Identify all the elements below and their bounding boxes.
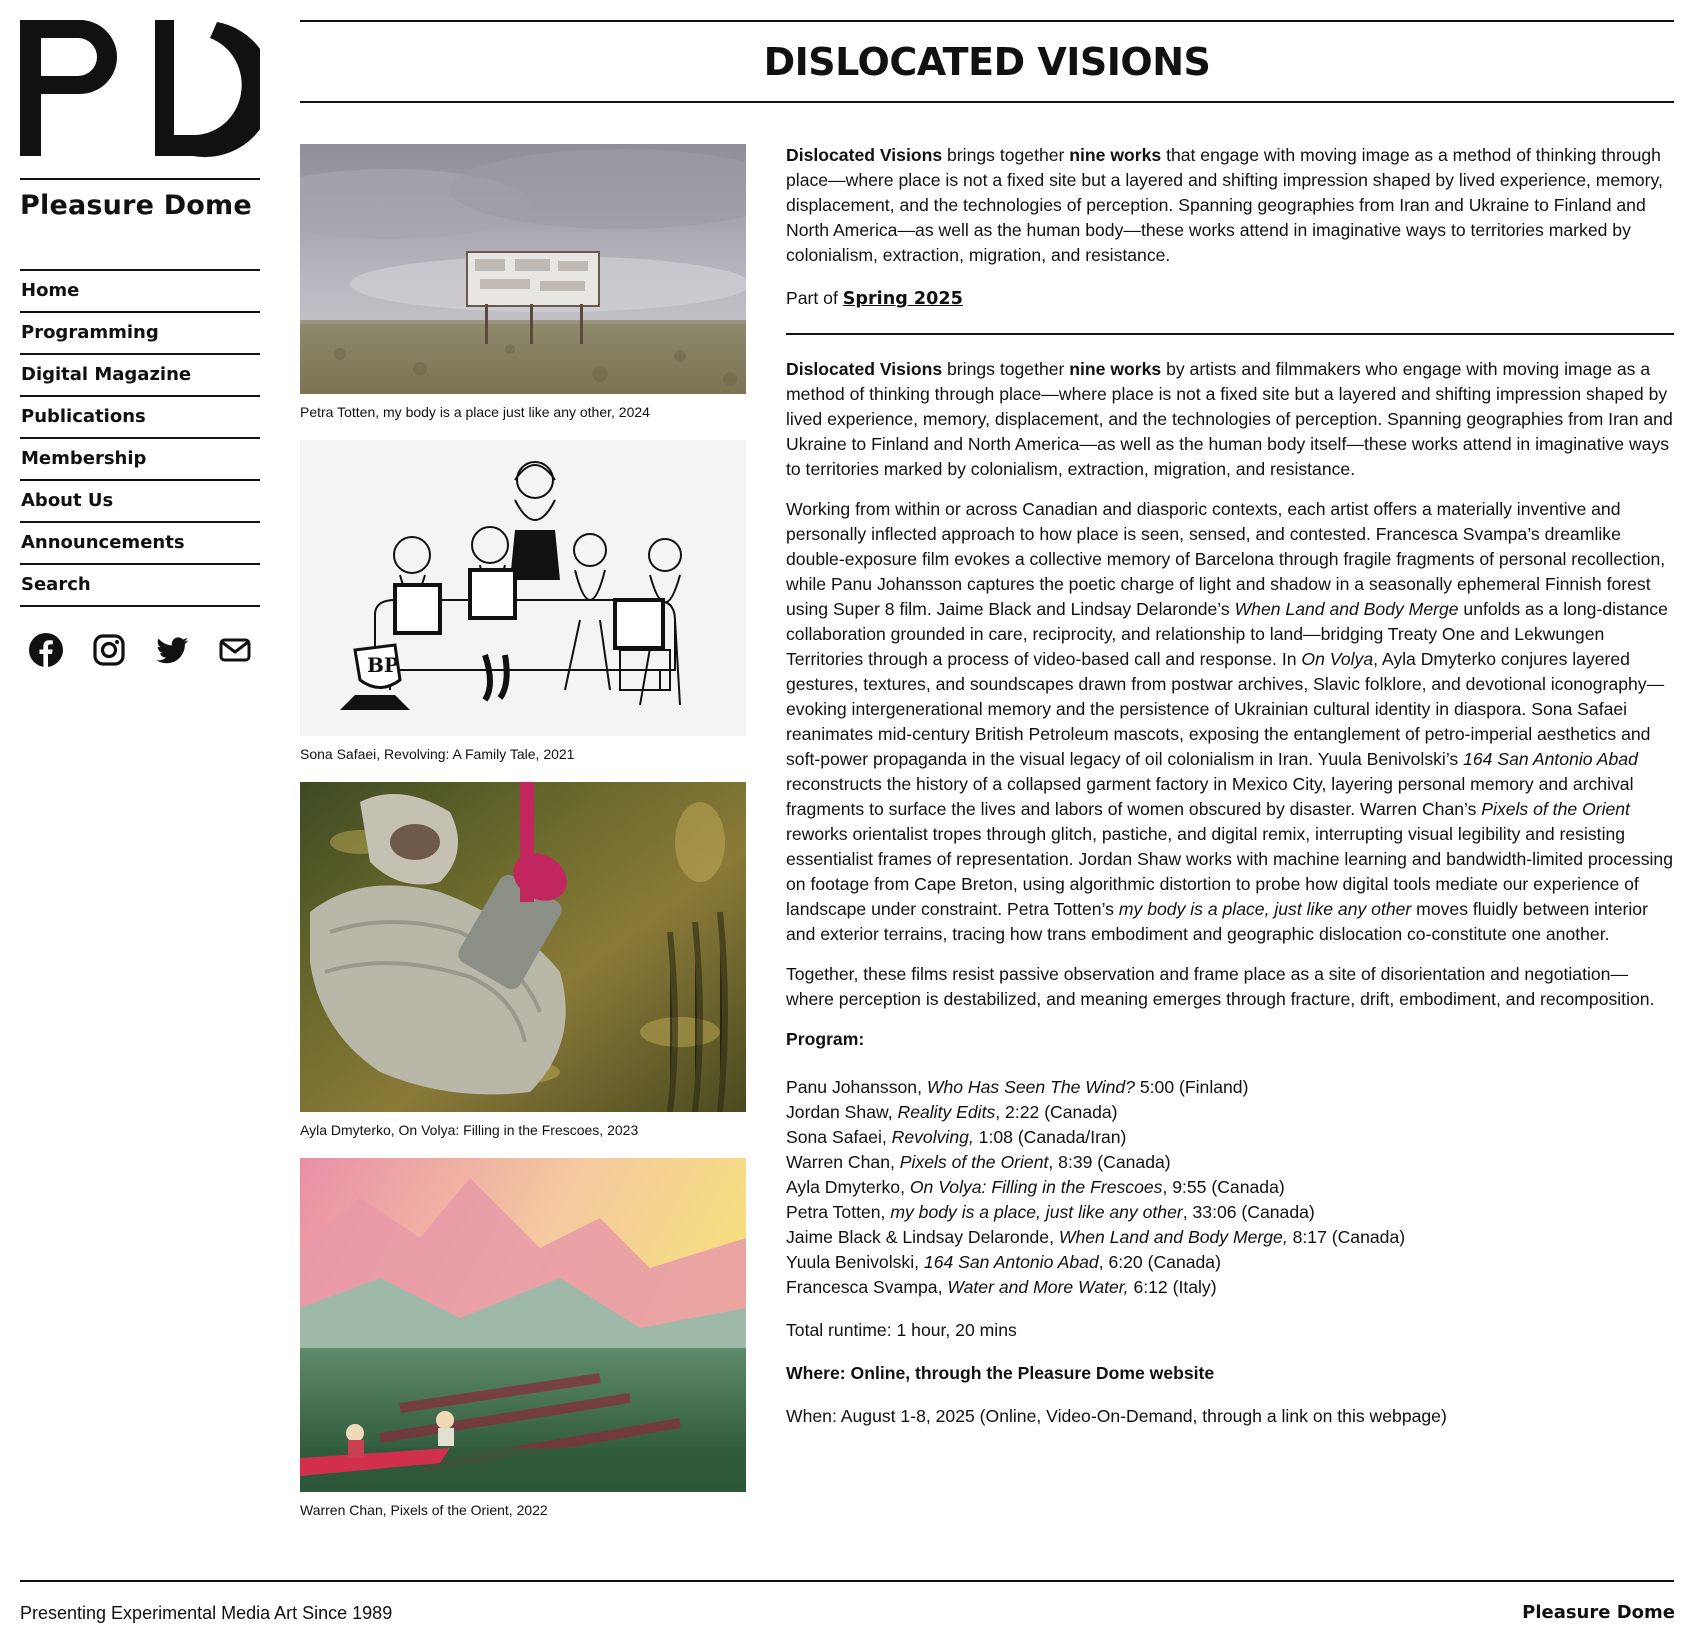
intro-bold-title: Dislocated Visions — [786, 145, 943, 165]
film-title: Pixels of the Orient — [1481, 799, 1630, 819]
main-nav — [20, 269, 260, 607]
intro-text: that engage with moving image as a method of thinking through place—where place is not a fixed site but a layered and shifting impression shaped by lived experience, memory, displacement, and the technologies of perception. Spanning geographies from Iran and Ukraine to Finland and North America—as well as the human body—these works attend in imaginative ways to territories marked by colonialism, extraction, migration, and resistance. — [786, 145, 1663, 265]
nav-item-about-us[interactable]: About Us — [20, 481, 260, 523]
nav-item-publications[interactable]: Publications — [20, 397, 260, 439]
program-item — [786, 1250, 1674, 1275]
program-item — [786, 1075, 1674, 1100]
film-still-wing-jar[interactable] — [300, 782, 746, 1112]
instagram-icon[interactable] — [92, 633, 126, 667]
program-details: , 6:20 (Canada) — [1098, 1252, 1221, 1272]
program-item — [786, 1275, 1674, 1300]
top-divider — [300, 20, 1674, 22]
program-artist: Panu Johansson, — [786, 1077, 927, 1097]
film-title: On Volya — [1301, 649, 1374, 669]
facebook-icon[interactable] — [29, 633, 63, 667]
program-title: Reality Edits — [897, 1102, 996, 1122]
body-text: Working from within or across Canadian and diasporic contexts, each artist offers a materially inventive and personally inflected approach to how place is seen, sensed, and contested. Francesca Svampa’s dreamlike double-exposure film evokes a collective memory of Barcelona through fragile fragments of personal recollection, while Panu Johansson captures the poetic charge of light and shadow in a seasonally ephemeral Finnish forest using Super 8 film. Jaime Black and Lindsay Delaronde’s — [786, 499, 1666, 619]
program-item — [786, 1150, 1674, 1175]
program-title: Revolving, — [891, 1127, 974, 1147]
figure-caption: Ayla Dmyterko, On Volya: Filling in the Frescoes, 2023 — [300, 1122, 639, 1138]
figure-safaei — [300, 440, 746, 763]
program-artist: Jaime Black & Lindsay Delaronde, — [786, 1227, 1059, 1247]
intro-bold-count: nine works — [1069, 145, 1162, 165]
program-item — [786, 1200, 1674, 1225]
program-details: , 2:22 (Canada) — [995, 1102, 1118, 1122]
footer-divider — [20, 1580, 1674, 1582]
intro-text: brings together — [942, 145, 1070, 165]
program-item — [786, 1225, 1674, 1250]
film-still-painted-landscape[interactable] — [300, 1158, 746, 1492]
body-text: brings together — [942, 359, 1070, 379]
figure-caption: Sona Safaei, Revolving: A Family Tale, 2021 — [300, 746, 575, 762]
program-title: Water and More Water, — [947, 1277, 1129, 1297]
nav-item-membership[interactable]: Membership — [20, 439, 260, 481]
body-paragraph-1 — [786, 357, 1674, 482]
figure-dmyterko — [300, 782, 746, 1139]
program-artist: Petra Totten, — [786, 1202, 891, 1222]
body-bold-count: nine works — [1069, 359, 1162, 379]
program-artist: Jordan Shaw, — [786, 1102, 898, 1122]
program-heading — [786, 1027, 1674, 1052]
figure-caption: Petra Totten, my body is a place just like any other, 2024 — [300, 404, 650, 420]
twitter-icon[interactable] — [155, 633, 189, 667]
film-title: When Land and Body Merge — [1234, 599, 1459, 619]
program-heading-text: Program: — [786, 1029, 865, 1049]
brand-divider — [20, 178, 260, 180]
program-title: Who Has Seen The Wind? — [926, 1077, 1135, 1097]
nav-item-search[interactable]: Search — [20, 565, 260, 607]
social-links — [20, 633, 260, 667]
program-details: , 8:39 (Canada) — [1048, 1152, 1171, 1172]
program-title: 164 San Antonio Abad — [923, 1252, 1099, 1272]
film-title: 164 San Antonio Abad — [1463, 749, 1638, 769]
program-details: 8:17 (Canada) — [1287, 1227, 1406, 1247]
footer-tagline: Presenting Experimental Media Art Since 1989 — [20, 1603, 393, 1623]
body-text: reworks orientalist tropes through glitch, pastiche, and digital remix, interrupting visual legibility and resisting essentialist frames of representation. Jordan Shaw works with machine learning and bandwidth-limited processing on footage from Cape Breton, using algorithmic distortion to probe how digital tools mediate our experience of landscape under constraint. Petra Totten’s — [786, 824, 1673, 919]
spring-2025-link[interactable]: Spring 2025 — [842, 289, 963, 309]
figure-caption: Warren Chan, Pixels of the Orient, 2022 — [300, 1502, 548, 1518]
body-text: moves fluidly between interior and exterior terrains, tracing how trans embodiment and geographic dislocation co-constitute one another. — [786, 899, 1648, 944]
body-paragraph-3: Together, these films resist passive observation and frame place as a site of disorientation and negotiation—where perception is destabilized, and meaning emerges through fracture, drift, embodiment, and recomposition. — [786, 964, 1655, 1009]
nav-item-home[interactable]: Home — [20, 271, 260, 313]
where-info — [786, 1361, 1674, 1386]
intro-paragraph — [786, 143, 1674, 268]
program-details: 5:00 (Finland) — [1135, 1077, 1249, 1097]
program-details: , 9:55 (Canada) — [1162, 1177, 1285, 1197]
body-text: reconstructs the history of a collapsed garment factory in Mexico City, layering personal memory and archival fragments to surface the lives and labors of women obscured by disaster. Warren Chan’s — [786, 774, 1634, 819]
when-info: When: August 1-8, 2025 (Online, Video-On-Demand, through a link on this webpage) — [786, 1406, 1447, 1426]
part-of-line — [786, 286, 1674, 312]
sidebar — [20, 18, 260, 667]
content-divider — [786, 333, 1674, 335]
nav-item-announcements[interactable]: Announcements — [20, 523, 260, 565]
program-list — [786, 1075, 1674, 1300]
program-title: Pixels of the Orient — [899, 1152, 1049, 1172]
brand-name[interactable]: Pleasure Dome — [20, 190, 252, 221]
body-paragraph-2 — [786, 497, 1674, 947]
program-item — [786, 1125, 1674, 1150]
body-text: by artists and filmmakers who engage with moving image as a method of thinking through place—where place is not a fixed site but a layered and shifting impression shaped by lived experience, memory, displacement, and the technologies of perception. Spanning geographies from Iran and Ukraine to Finland and North America—as well as the human body itself—these works attend in imaginative ways to territories marked by colonialism, extraction, migration, and resistance. — [786, 359, 1673, 479]
program-item — [786, 1100, 1674, 1125]
program-details: , 33:06 (Canada) — [1182, 1202, 1315, 1222]
program-details: 6:12 (Italy) — [1128, 1277, 1217, 1297]
program-artist: Ayla Dmyterko, — [786, 1177, 910, 1197]
film-still-cartoon-family[interactable] — [300, 440, 746, 736]
body-text: , Ayla Dmyterko conjures layered gestures, textures, and soundscapes drawn from postwar archives, Slavic folklore, and devotional iconography—evoking intergenerational memory and the persistence of Ukrainian cultural identity in diaspora. Sona Safaei reanimates mid-century British Petroleum mascots, exposing the entanglement of petro-imperial aesthetics and soft-power propaganda in the visual legacy of oil colonialism in Iran. Yuula Benivolski’s — [786, 649, 1665, 769]
program-details: 1:08 (Canada/Iran) — [973, 1127, 1127, 1147]
program-title: my body is a place, just like any other — [890, 1202, 1183, 1222]
total-runtime: Total runtime: 1 hour, 20 mins — [786, 1320, 1017, 1340]
film-still-billboard[interactable] — [300, 144, 746, 394]
pleasure-dome-logo[interactable] — [20, 18, 260, 158]
svg-text:BP: BP — [367, 653, 399, 677]
program-title: On Volya: Filling in the Frescoes — [909, 1177, 1163, 1197]
title-divider — [300, 101, 1674, 103]
program-item — [786, 1175, 1674, 1200]
figure-totten — [300, 144, 746, 421]
body-text: unfolds as a long-distance collaboration grounded in care, reciprocity, and relationship to land—bridging Treaty One and Lekwungen Territories through a process of video-based call and response. In — [786, 599, 1668, 669]
film-title: my body is a place, just like any other — [1118, 899, 1412, 919]
footer-brand[interactable]: Pleasure Dome — [1522, 1602, 1675, 1623]
where-text: Where: Online, through the Pleasure Dome website — [786, 1363, 1215, 1383]
program-artist: Sona Safaei, — [786, 1127, 892, 1147]
program-artist: Yuula Benivolski, — [786, 1252, 924, 1272]
nav-item-digital-magazine[interactable]: Digital Magazine — [20, 355, 260, 397]
program-artist: Warren Chan, — [786, 1152, 900, 1172]
mail-icon[interactable] — [218, 633, 252, 667]
program-artist: Francesca Svampa, — [786, 1277, 948, 1297]
nav-item-programming[interactable]: Programming — [20, 313, 260, 355]
part-of-label: Part of — [786, 288, 843, 308]
page-title: DISLOCATED VISIONS — [763, 40, 1211, 84]
main-content — [786, 143, 1674, 1429]
program-title: When Land and Body Merge, — [1058, 1227, 1288, 1247]
body-bold-title: Dislocated Visions — [786, 359, 943, 379]
figure-chan — [300, 1158, 746, 1519]
